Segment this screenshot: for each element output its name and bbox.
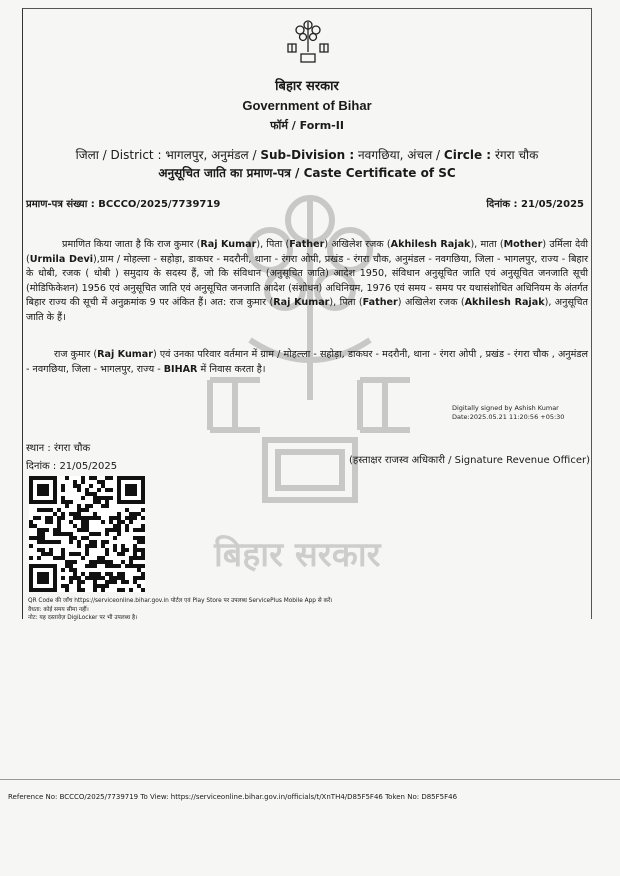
- certificate-title: अनुसूचित जाति का प्रमाण-पत्र / Caste Certificate of SC: [158, 166, 456, 180]
- district-value: भागलपुर, अनुमंडल /: [165, 148, 257, 162]
- qr-code-icon[interactable]: [28, 476, 146, 592]
- certificate-date: दिनांक : 21/05/2025: [486, 199, 584, 210]
- subdivision-label: Sub-Division :: [260, 148, 355, 162]
- certification-paragraph: प्रमाणित किया जाता है कि राज कुमार (Raj Kumar), पिता (Father) अखिलेश रजक (Akhilesh Rajak), माता (Mother) उर्मिला देवी (Urmila Devi),ग्राम / मोहल्ला - सहोड़ा, डाकघर - मदरौनी, थाना - रंगरा ओपी, प्रखंड - रंगरा चौक, अनुमंडल - नवगछिया, जिला - भागलपुर, राज्य - बिहार के धोबी, रजक ( धोबी ) समुदाय के सदस्य हैं, जो कि संविधान (अनुसूचित जाति) आदेश 1950, संविधान अनुसूचित जाति एवं अनुसूचित जनजाति सूची (मोडिफिकेशन) 1956 एवं अनुसूचित जाति एवं अनुसूचित जनजाति आदेश (संशोधन) अधिनियम, 1976 एवं समय - समय पर यथासंशोधित अधिनियम के अंतर्गत बिहार राज्य की सूची में अनुक्रमांक 9 पर अंकित हैं। अत: राज कुमार (Raj Kumar), पिता (Father) अखिलेश रजक (Akhilesh Rajak), अनुसूचित जाति के हैं।: [26, 239, 589, 323]
- footer-divider: [0, 779, 620, 780]
- form-label: फॉर्म / Form-II: [270, 119, 344, 132]
- watermark-text: बिहार सरकार: [214, 535, 381, 575]
- digital-signature: Digitally signed by Ashish Kumar Date:2025.05.21 11:20:56 +05:30: [452, 404, 565, 421]
- govt-english-title: Government of Bihar: [242, 98, 372, 113]
- circle-label: Circle :: [443, 148, 492, 162]
- district-line: [24, 146, 590, 163]
- circle-value: रंगरा चौक: [494, 148, 539, 162]
- reference-footer: Reference No: BCCCO/2025/7739719 To View: https://serviceonline.bihar.gov.in/officials/t/XnTH4/D85F5F46 Token No: D85F5F46: [8, 793, 458, 801]
- certificate-number: प्रमाण-पत्र संख्या : BCCCO/2025/7739719: [26, 199, 221, 210]
- govt-hindi-title: बिहार सरकार: [275, 79, 339, 94]
- qr-notes: QR Code की जाँच https://serviceonline.bihar.gov.in पोर्टल एवं Play Store पर उपलब्ध ServicePlus Mobile App से करें। वैधता: कोई समय सीमा नहीं। नोट: यह दस्तावेज़ DigiLocker पर भी उपलब्ध है।: [28, 598, 333, 621]
- residence-paragraph: राज कुमार (Raj Kumar) एवं उनका परिवार वर्तमान में ग्राम / मोहल्ला - सहोड़ा, डाकघर - मदरौनी, थाना - रंगरा ओपी , प्रखंड - रंगरा चौक , अनुमंडल - नवगछिया, जिला - भागलपुर, राज्य - BIHAR में निवास करता है।: [26, 349, 588, 375]
- signatory-label: (हस्ताक्षर राजस्व अधिकारी / Signature Revenue Officer): [349, 455, 590, 466]
- place: स्थान : रंगरा चौक: [26, 443, 91, 454]
- subdivision-value: नवगछिया, अंचल /: [358, 148, 441, 162]
- issue-date: दिनांक : 21/05/2025: [26, 461, 118, 472]
- bihar-emblem-icon: [284, 16, 332, 66]
- district-label: जिला / District :: [75, 148, 162, 162]
